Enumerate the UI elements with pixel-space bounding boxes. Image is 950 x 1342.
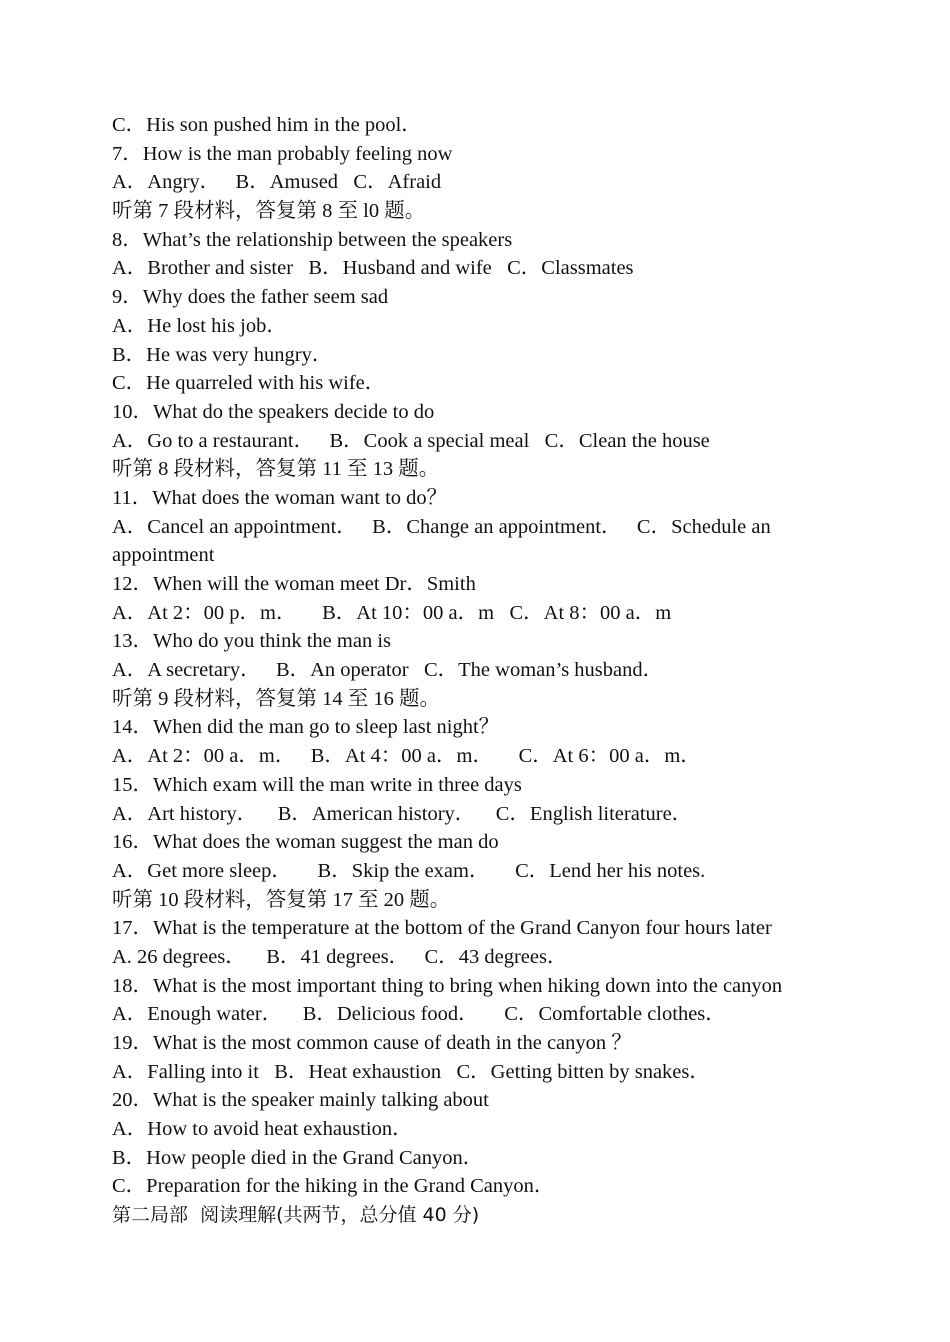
options-line: A．Falling into it B．Heat exhaustion C．Getting bitten by snakes． bbox=[112, 1060, 710, 1083]
options-line: A．Go to a restaurant． B．Cook a special meal C．Clean the house bbox=[112, 429, 710, 452]
document-body bbox=[112, 111, 842, 1230]
question-line: 16．What does the woman suggest the man do bbox=[112, 831, 499, 854]
question-line: 8．What’s the relationship between the speakers bbox=[112, 228, 513, 251]
question-line: 18．What is the most important thing to bring when hiking down into the canyon bbox=[112, 974, 783, 997]
text-line: C．His son pushed him in the pool． bbox=[112, 114, 422, 136]
question-line: 12．When will the woman meet Dr．Smith bbox=[112, 573, 476, 595]
options-line-continued: appointment bbox=[112, 544, 215, 567]
options-line: A．Art history． B．American history． C．English literature． bbox=[112, 802, 693, 825]
question-line: 7．How is the man probably feeling now bbox=[112, 142, 453, 165]
question-line: 17．What is the temperature at the bottom of the Grand Canyon four hours later bbox=[112, 917, 772, 940]
options-line: A. 26 degrees． B．41 degrees． C．43 degrees． bbox=[112, 945, 568, 968]
question-line: 19．What is the most common cause of death in the canyon ？ bbox=[112, 1032, 632, 1054]
section-instruction: 听第 8 段材料，答复第 11 至 13 题。 bbox=[112, 458, 440, 481]
option-line: A．How to avoid heat exhaustion． bbox=[112, 1118, 413, 1141]
section-instruction: 听第 10 段材料，答复第 17 至 20 题。 bbox=[112, 888, 451, 911]
option-line: B．How people died in the Grand Canyon． bbox=[112, 1146, 484, 1169]
question-line: 9．Why does the father seem sad bbox=[112, 286, 389, 309]
options-line: A．At 2：00 p．m． B．At 10：00 a．m C．At 8：00 a．m bbox=[112, 601, 672, 624]
question-line: 15．Which exam will the man write in three days bbox=[112, 773, 522, 796]
option-line: C．Preparation for the hiking in the Grand Canyon． bbox=[112, 1175, 555, 1198]
options-line: A．Get more sleep． B．Skip the exam． C．Lend her his notes. bbox=[112, 859, 706, 882]
options-line: A．Brother and sister B．Husband and wife C．Classmates bbox=[112, 257, 634, 280]
section-instruction: 听第 7 段材料，答复第 8 至 l0 题。 bbox=[112, 200, 426, 223]
option-line: B．He was very hungry． bbox=[112, 343, 333, 366]
options-line: A．Angry． B．Amused C．Afraid bbox=[112, 171, 442, 194]
options-line: A．Enough water． B．Delicious food． C．Comfortable clothes． bbox=[112, 1003, 726, 1026]
question-line: 13．Who do you think the man is bbox=[112, 630, 392, 653]
option-line: C．He quarreled with his wife． bbox=[112, 372, 386, 395]
section-heading: 第二局部 阅读理解(共两节，总分值 40 分) bbox=[112, 1204, 480, 1227]
question-line: 11．What does the woman want to do？ bbox=[112, 486, 448, 509]
options-line: A．At 2：00 a．m． B．At 4：00 a．m． C．At 6：00 a．m． bbox=[112, 745, 701, 768]
section-instruction: 听第 9 段材料，答复第 14 至 16 题。 bbox=[112, 687, 440, 710]
options-line: A．Cancel an appointment． B．Change an appointment． C．Schedule an bbox=[112, 515, 771, 538]
question-line: 14．When did the man go to sleep last night？ bbox=[112, 716, 500, 739]
option-line: A．He lost his job． bbox=[112, 314, 287, 337]
question-line: 10．What do the speakers decide to do bbox=[112, 400, 435, 423]
options-line: A．A secretary． B．An operator C．The woman’s husband． bbox=[112, 659, 664, 682]
question-line: 20．What is the speaker mainly talking about bbox=[112, 1089, 489, 1112]
